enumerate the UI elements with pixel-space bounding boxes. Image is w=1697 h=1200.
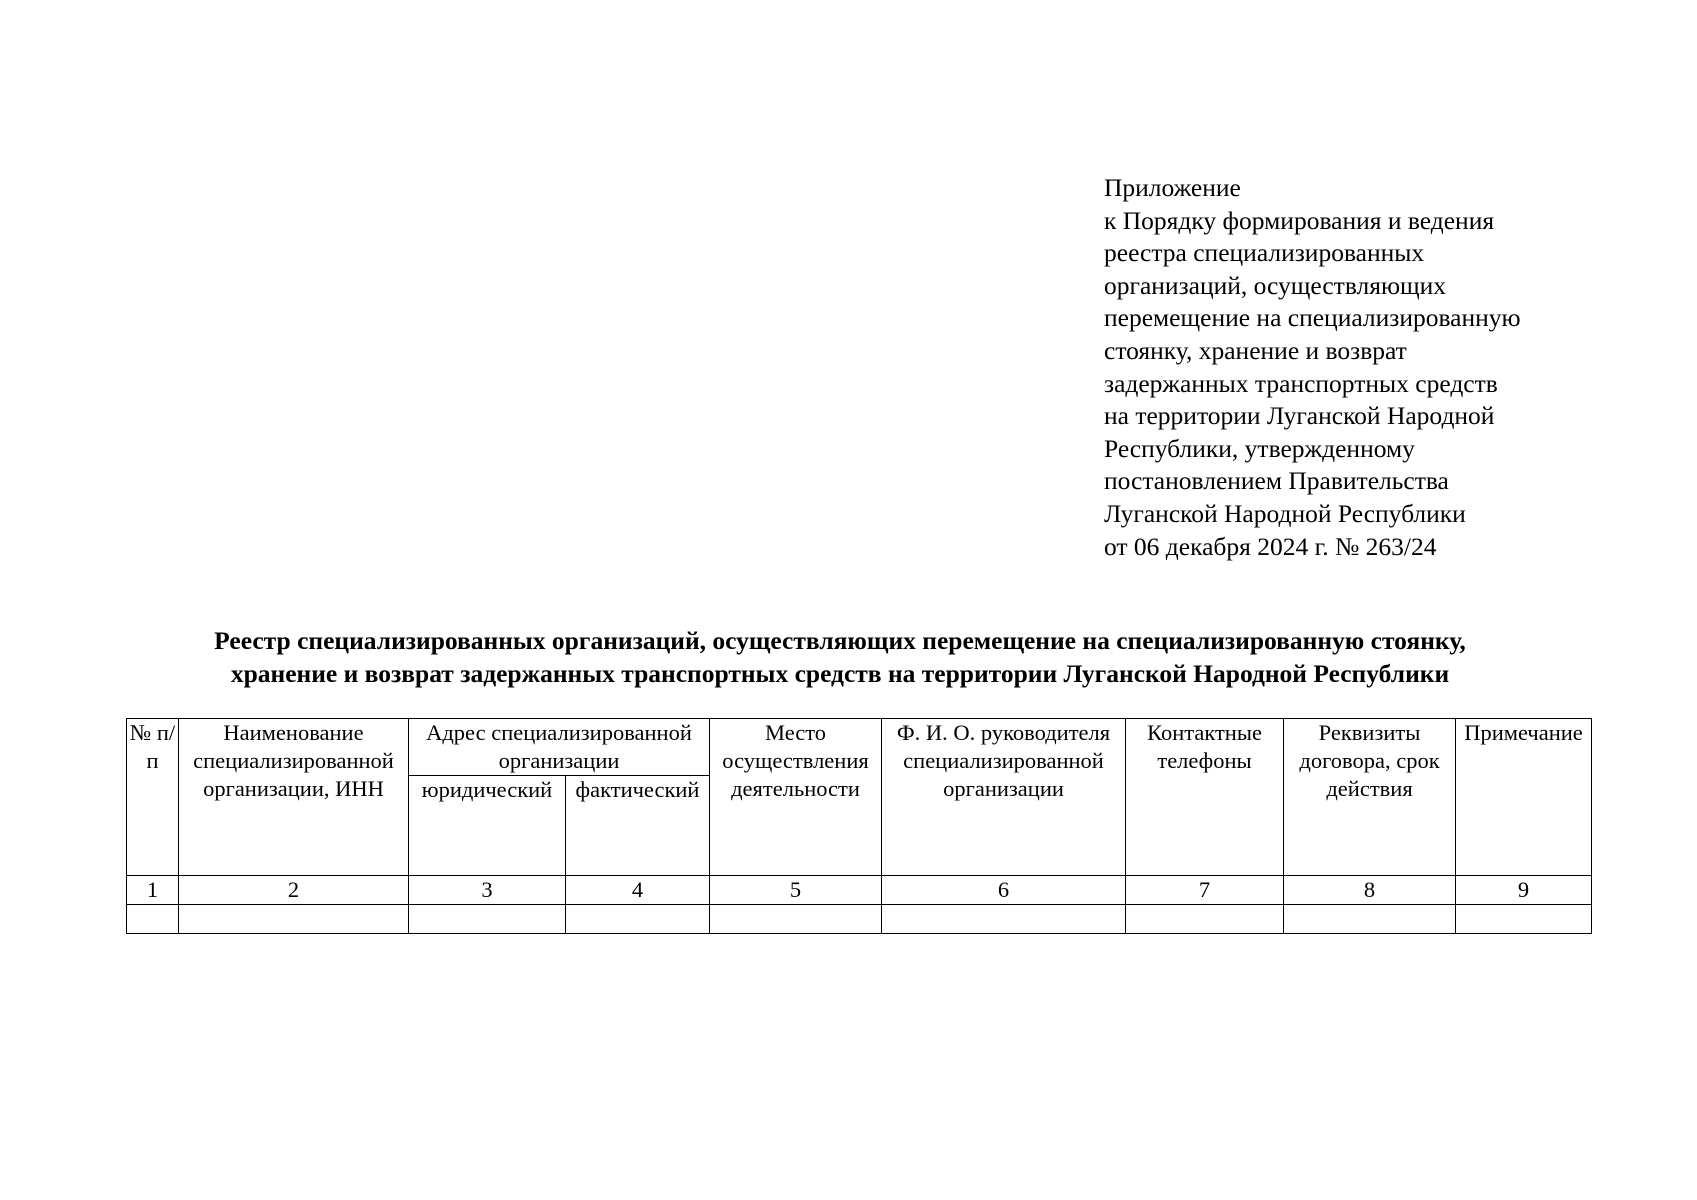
column-number: 1 [127, 876, 179, 905]
header-place: Место осуществления деятельности [710, 719, 882, 876]
empty-cell [127, 905, 179, 934]
column-number: 5 [710, 876, 882, 905]
empty-cell [179, 905, 409, 934]
header-contract: Реквизиты договора, срок действия [1284, 719, 1456, 876]
document-title-line: хранение и возврат задержанных транспортных средств на территории Луганской Народной Республики [230, 658, 1450, 688]
appendix-line: реестра специализированных [1104, 238, 1425, 268]
column-number: 6 [882, 876, 1126, 905]
header-address: Адрес специализированной организации [409, 719, 710, 776]
appendix-block [1104, 172, 1624, 563]
empty-cell [1456, 905, 1592, 934]
appendix-line: задержанных транспортных средств [1104, 368, 1498, 398]
document-title [100, 625, 1580, 690]
column-numbers-row [127, 876, 1592, 905]
appendix-line: стоянку, хранение и возврат [1104, 335, 1407, 365]
column-number: 8 [1284, 876, 1456, 905]
appendix-line: перемещение на специализированную [1104, 303, 1521, 333]
header-phones: Контактные телефоны [1126, 719, 1284, 876]
appendix-line: на территории Луганской Народной [1104, 401, 1495, 431]
registry-table [126, 718, 1592, 934]
column-number: 9 [1456, 876, 1592, 905]
appendix-line: организаций, осуществляющих [1104, 270, 1447, 300]
empty-cell [882, 905, 1126, 934]
header-note: Примечание [1456, 719, 1592, 876]
header-name: Наименование специализированной организации, ИНН [179, 719, 409, 876]
column-number: 3 [409, 876, 566, 905]
column-number: 4 [566, 876, 710, 905]
empty-cell [710, 905, 882, 934]
appendix-line: Приложение [1104, 173, 1241, 202]
column-number: 7 [1126, 876, 1284, 905]
empty-cell [1284, 905, 1456, 934]
header-num: № п/п [127, 719, 179, 876]
appendix-line: к Порядку формирования и ведения [1104, 205, 1495, 235]
document-title-line: Реестр специализированных организаций, осуществляющих перемещение на специализированную стоянку, [214, 626, 1466, 655]
appendix-line: Луганской Народной Республики [1104, 498, 1466, 528]
empty-cell [566, 905, 710, 934]
empty-data-row [127, 905, 1592, 934]
header-address-legal: юридический [409, 776, 566, 876]
empty-cell [409, 905, 566, 934]
empty-cell [1126, 905, 1284, 934]
table-header-row [127, 719, 1592, 776]
appendix-line: от 06 декабря 2024 г. № 263/24 [1104, 531, 1437, 561]
appendix-line: постановлением Правительства [1104, 466, 1449, 496]
header-address-actual: фактический [566, 776, 710, 876]
appendix-line: Республики, утвержденному [1104, 433, 1415, 463]
column-number: 2 [179, 876, 409, 905]
header-head: Ф. И. О. руководителя специализированной организации [882, 719, 1126, 876]
